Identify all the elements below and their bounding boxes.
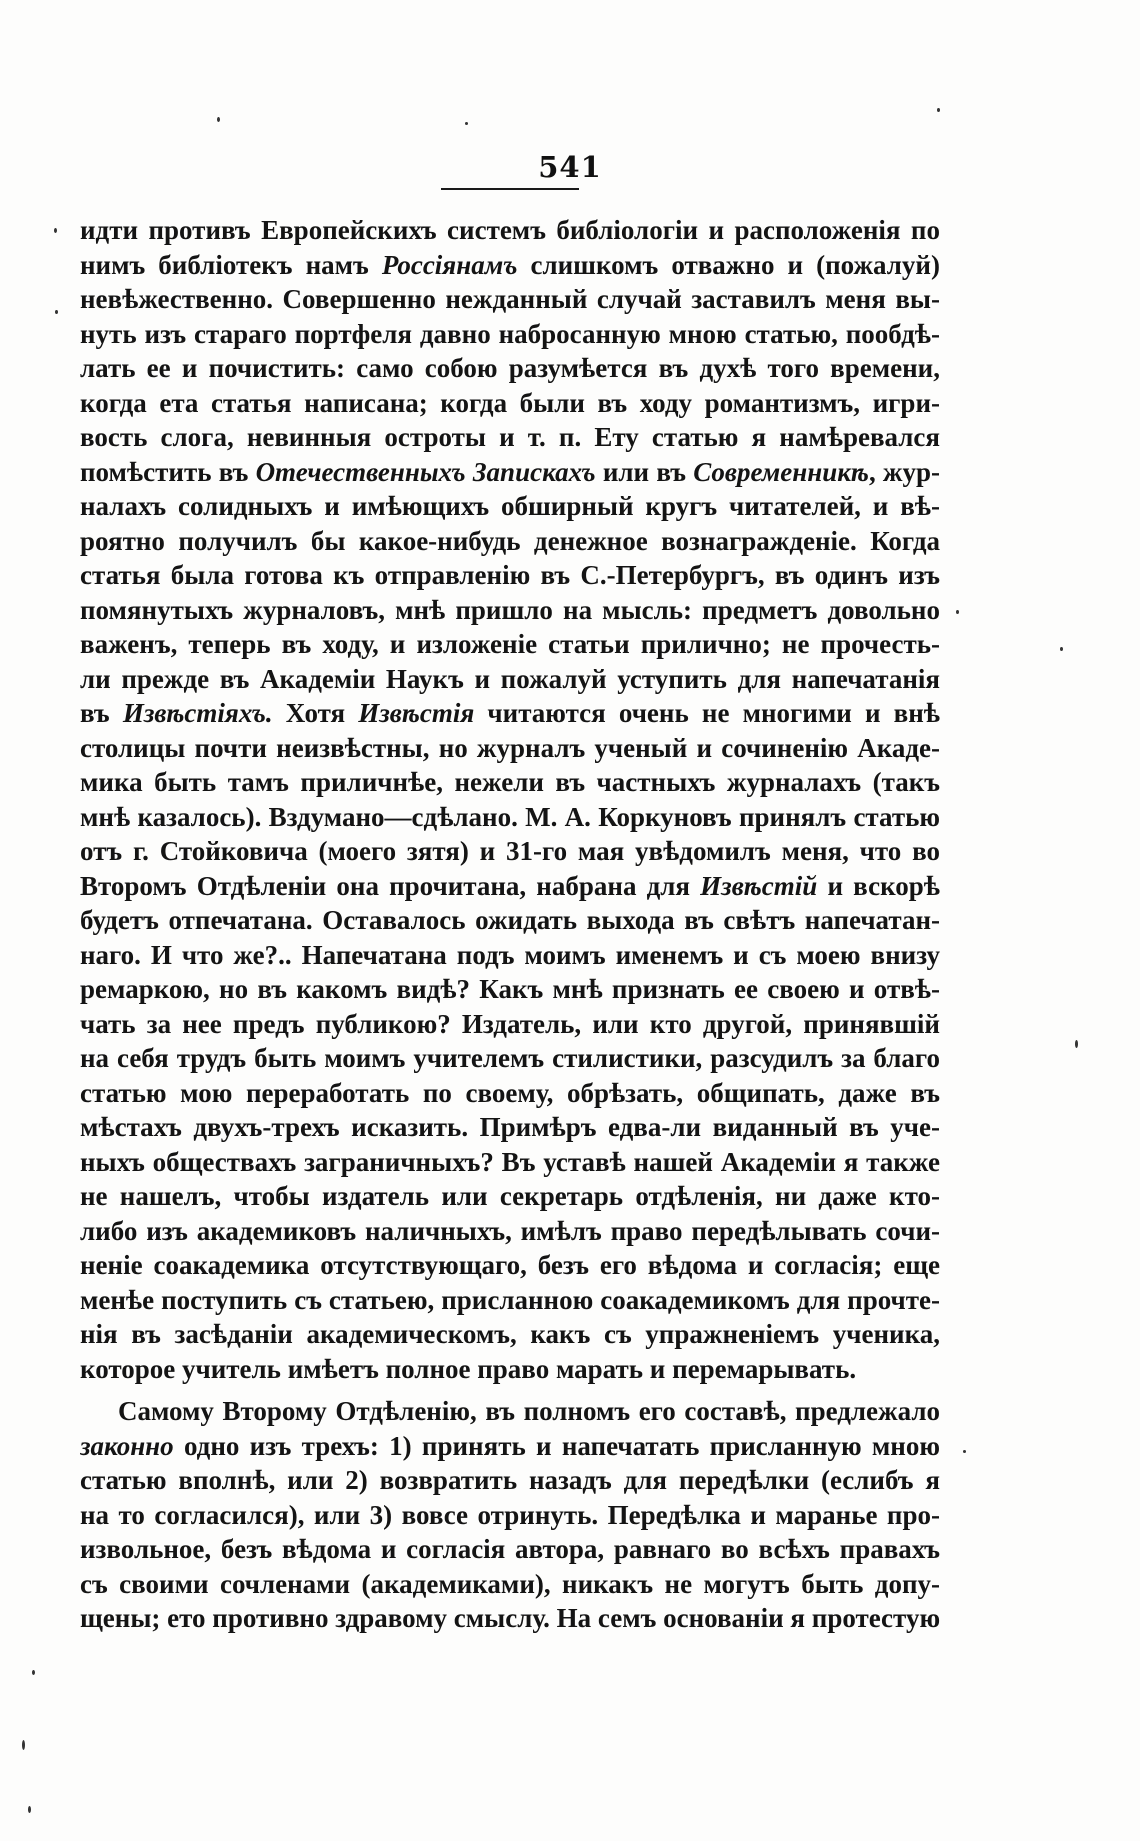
- text-line: [80, 248, 940, 283]
- scan-speck: [217, 117, 220, 122]
- text-line: [80, 317, 940, 352]
- text-line: [80, 1283, 940, 1318]
- text-line: [80, 1532, 940, 1567]
- text-line: [80, 834, 940, 869]
- scan-speck: [1060, 647, 1063, 651]
- text-line: [80, 800, 940, 835]
- text-line: [80, 765, 940, 800]
- text-run: мѣстахъ двухъ-трехъ исказить. Примѣръ едва-ли виданный въ уче-: [80, 1112, 940, 1142]
- scan-speck: [937, 108, 940, 112]
- text-line: [80, 420, 940, 455]
- body-text: [80, 213, 940, 1636]
- scan-speck: [956, 610, 959, 614]
- text-run: не нашелъ, чтобы издатель или секретарь отдѣленія, ни даже кто-: [80, 1181, 940, 1211]
- text-run: нія въ засѣданіи академическомъ, какъ съ упражненіемъ ученика,: [80, 1319, 940, 1349]
- text-run: , жур-: [868, 456, 940, 487]
- text-run: когда ета статья написана; когда были въ ходу романтизмъ, игри-: [80, 387, 940, 418]
- text-line: [80, 731, 940, 766]
- text-run: идти противъ Европейскихъ системъ библіологіи и расположенія по: [80, 215, 940, 245]
- text-line: [80, 627, 940, 662]
- text-run: извольное, безъ вѣдома и согласія автора, равнаго во всѣхъ правахъ: [80, 1534, 940, 1564]
- text-run: столицы почти неизвѣстны, но журналъ ученый и сочиненію Акаде-: [80, 732, 940, 763]
- text-run: съ своими сочленами (академиками), никакъ не могутъ быть допу-: [80, 1568, 940, 1599]
- italic-title: Россіянамъ: [381, 249, 518, 280]
- text-line: [80, 593, 940, 628]
- text-run: ныхъ обществахъ заграничныхъ? Въ уставѣ нашей Академіи я также: [80, 1146, 940, 1177]
- text-run: нимъ библіотекъ намъ: [80, 249, 382, 280]
- text-run: помѣстить въ: [80, 456, 256, 487]
- text-run: неніе соакадемика отсутствующаго, безъ его вѣдома и согласія; еще: [80, 1250, 940, 1280]
- scan-speck: [22, 1740, 25, 1750]
- text-run: важенъ, теперь въ ходу, и изложеніе статьи прилично; не прочесть-: [80, 629, 940, 659]
- italic-title: Отечественныхъ Запискахъ: [255, 456, 596, 487]
- text-line: [80, 1317, 940, 1352]
- italic-title: Извѣстія: [358, 698, 475, 728]
- text-line: [80, 1076, 940, 1111]
- scan-speck: [465, 122, 468, 125]
- text-line: [80, 662, 940, 697]
- header-rule: [441, 188, 579, 190]
- text-run: или въ: [595, 456, 694, 487]
- text-line: [80, 1352, 940, 1387]
- text-run: лать ее и почистить: само собою разумѣется въ духѣ того времени,: [80, 353, 940, 383]
- text-run: либо изъ академиковъ наличныхъ, имѣлъ право передѣлывать сочи-: [80, 1215, 940, 1246]
- text-line: [80, 1429, 940, 1464]
- text-line: [80, 386, 940, 421]
- text-run: нуть изъ стараго портфеля давно набросанную мною статью, пообдѣ-: [80, 318, 940, 349]
- text-line: [80, 1601, 940, 1636]
- text-line: [80, 524, 940, 559]
- text-line: [80, 696, 940, 731]
- text-run: на себя трудъ быть моимъ учителемъ стилистики, разсудилъ за благо: [80, 1043, 940, 1073]
- text-line: [80, 213, 940, 248]
- text-run: одно изъ трехъ: 1) принять и напечатать присланную мною: [173, 1430, 940, 1461]
- text-line: [80, 1498, 940, 1533]
- text-line: [80, 455, 940, 490]
- text-line: [80, 869, 940, 904]
- text-run: щены; ето противно здравому смыслу. На семъ основаніи я протестую: [80, 1603, 940, 1633]
- text-run: Второмъ Отдѣленіи она прочитана, набрана для: [80, 870, 701, 901]
- text-run: статья была готова къ отправленію въ С.-Петербургъ, въ одинъ изъ: [80, 560, 940, 590]
- text-line: [80, 1041, 940, 1076]
- text-run: читаются очень не многими и внѣ: [474, 698, 940, 728]
- text-run: помянутыхъ журналовъ, мнѣ пришло на мысль: предметъ довольно: [80, 594, 940, 625]
- text-run: статью мою переработать по своему, обрѣзать, общипать, даже въ: [80, 1077, 940, 1108]
- text-run: будетъ отпечатана. Оставалось ожидать выхода въ свѣтъ напечатан-: [80, 905, 940, 935]
- text-run: чать за нее предъ публикою? Издатель, или кто другой, принявшій: [80, 1008, 940, 1039]
- text-run: мика быть тамъ приличнѣе, нежели въ частныхъ журналахъ (такъ: [80, 767, 940, 797]
- text-line: [80, 489, 940, 524]
- text-line: [80, 1110, 940, 1145]
- text-line: [80, 1394, 940, 1429]
- text-line: [80, 903, 940, 938]
- text-line: [80, 351, 940, 386]
- scan-speck: [55, 310, 58, 314]
- text-run: менѣе поступить съ статьею, присланною соакадемикомъ для прочте-: [80, 1284, 940, 1315]
- scan-speck: [963, 1450, 966, 1453]
- text-run: отъ г. Стойковича (моего зятя) и 31-го мая увѣдомилъ меня, что во: [80, 836, 940, 866]
- italic-title: Современникѣ: [693, 456, 869, 487]
- text-run: налахъ солидныхъ и имѣющихъ обширный кругъ читателей, и вѣ-: [80, 491, 940, 521]
- italic-title: Извѣстіяхъ.: [122, 698, 273, 728]
- italic-title: законно: [80, 1430, 174, 1461]
- scan-speck: [1075, 1040, 1078, 1048]
- text-line: [80, 1179, 940, 1214]
- italic-title: Извѣстій: [700, 870, 818, 901]
- text-run: статью вполнѣ, или 2) возвратить назадъ для передѣлки (еслибъ я: [80, 1465, 940, 1495]
- text-run: невѣжественно. Совершенно нежданный случай заставилъ меня вы-: [80, 284, 940, 314]
- scan-speck: [54, 228, 57, 233]
- text-run: наго. И что же?.. Напечатана подъ моимъ именемъ и съ моею внизу: [80, 939, 940, 970]
- text-line: [80, 1145, 940, 1180]
- page-number: 541: [538, 150, 602, 184]
- text-run: мнѣ казалось). Вздумано—сдѣлано. М. А. Коркуновъ принялъ статью: [80, 801, 940, 832]
- text-run: Хотя: [272, 698, 359, 728]
- text-line: [80, 282, 940, 317]
- text-run: въ: [80, 698, 123, 728]
- text-run: Самому Второму Отдѣленію, въ полномъ его составѣ, предлежало: [118, 1396, 940, 1426]
- text-run: и вскорѣ: [817, 870, 940, 901]
- text-run: вость слога, невинныя остроты и т. п. Ету статью я намѣревался: [80, 422, 940, 452]
- text-run: которое учитель имѣетъ полное право марать и перемарывать.: [80, 1353, 857, 1384]
- text-run: ремаркою, но въ какомъ видѣ? Какъ мнѣ признать ее своею и отвѣ-: [80, 974, 940, 1004]
- text-line: [80, 1567, 940, 1602]
- text-run: роятно получилъ бы какое-нибудь денежное вознагражденіе. Когда: [80, 525, 940, 556]
- text-line: [80, 938, 940, 973]
- text-line: [80, 1248, 940, 1283]
- scan-speck: [32, 1670, 35, 1675]
- text-run: ли прежде въ Академіи Наукъ и пожалуй уступить для напечатанія: [80, 663, 940, 694]
- text-run: слишкомъ отважно и (пожалуй): [517, 249, 940, 280]
- text-line: [80, 1214, 940, 1249]
- text-line: [80, 1463, 940, 1498]
- text-line: [80, 972, 940, 1007]
- text-line: [80, 1007, 940, 1042]
- text-line: [80, 558, 940, 593]
- text-run: на то согласился), или 3) вовсе отринуть. Передѣлка и маранье про-: [80, 1499, 940, 1530]
- scan-speck: [28, 1806, 31, 1813]
